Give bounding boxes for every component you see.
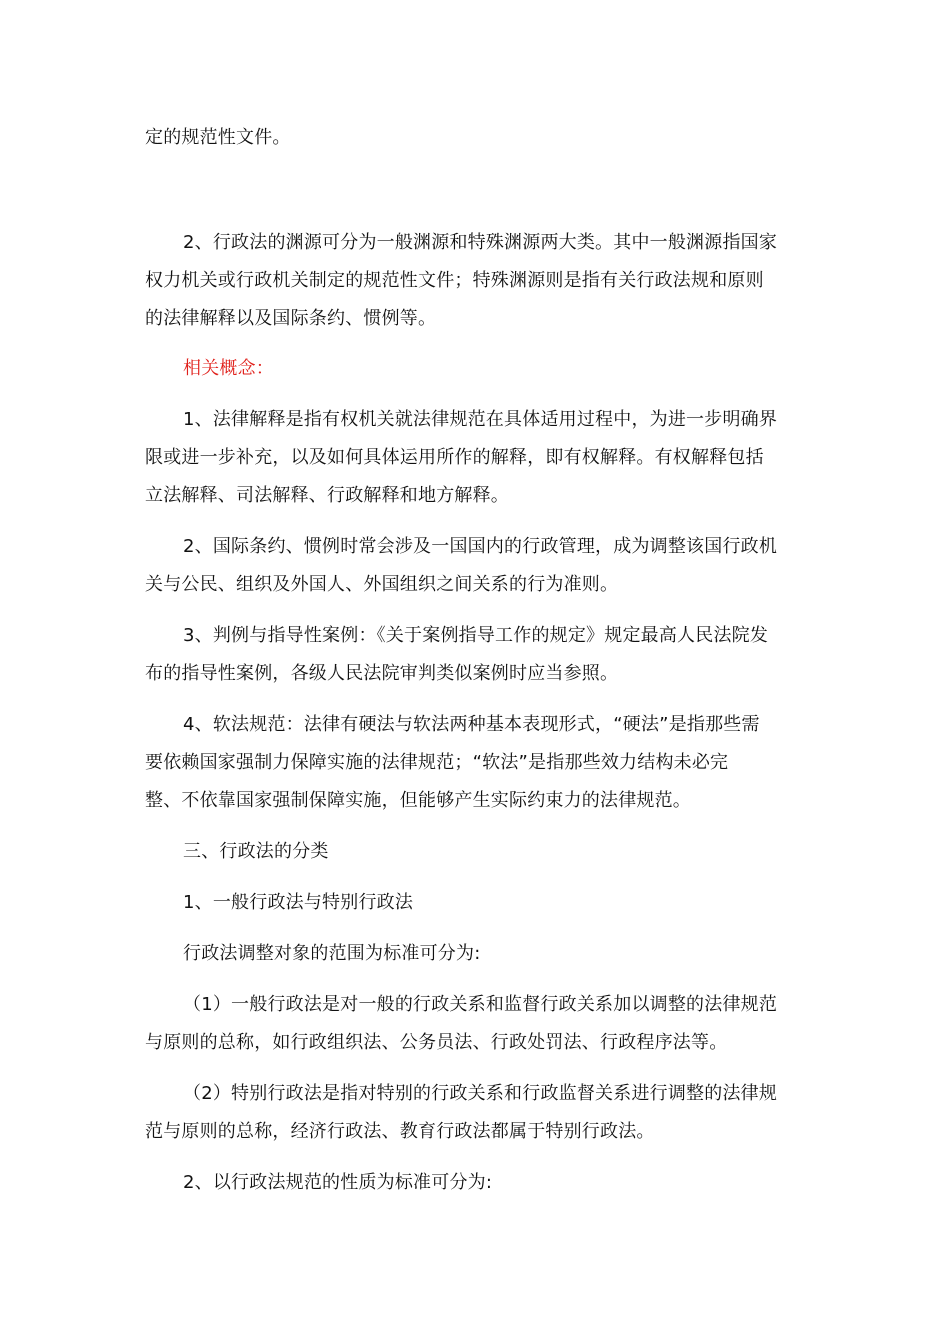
paragraph-soft-law-line-3: 整、不依靠国家强制保障实施，但能够产生实际约束力的法律规范。: [145, 790, 691, 811]
paragraph-special-law-line-1: （2）特别行政法是指对特别的行政关系和行政监督关系进行调整的法律规: [183, 1083, 778, 1104]
paragraph-sources-line-1: 2、行政法的渊源可分为一般渊源和特殊渊源两大类。其中一般渊源指国家: [183, 232, 778, 253]
paragraph-legal-interpretation-line-3: 立法解释、司法解释、行政解释和地方解释。: [145, 485, 509, 506]
paragraph-legal-interpretation-line-1: 1、法律解释是指有权机关就法律规范在具体适用过程中，为进一步明确界: [183, 409, 778, 430]
paragraph-scope-intro: 行政法调整对象的范围为标准可分为:: [183, 943, 481, 964]
related-concepts-heading: 相关概念：: [183, 358, 274, 379]
paragraph-treaties-line-1: 2、国际条约、惯例时常会涉及一国国内的行政管理，成为调整该国行政机: [183, 536, 778, 557]
subheading-general-special: 1、一般行政法与特别行政法: [183, 892, 414, 913]
paragraph-continuation: 定的规范性文件。: [145, 127, 291, 148]
paragraph-treaties-line-2: 关与公民、组织及外国人、外国组织之间关系的行为准则。: [145, 574, 619, 595]
paragraph-general-law-line-2: 与原则的总称，如行政组织法、公务员法、行政处罚法、行政程序法等。: [145, 1032, 728, 1053]
paragraph-sources-line-2: 权力机关或行政机关制定的规范性文件；特殊渊源则是指有关行政法规和原则: [145, 270, 764, 291]
paragraph-general-law-line-1: （1）一般行政法是对一般的行政关系和监督行政关系加以调整的法律规范: [183, 994, 778, 1015]
section-heading-classification: 三、行政法的分类: [183, 841, 329, 862]
paragraph-legal-interpretation-line-2: 限或进一步补充，以及如何具体运用所作的解释，即有权解释。有权解释包括: [145, 447, 764, 468]
paragraph-cases-line-1: 3、判例与指导性案例：《关于案例指导工作的规定》规定最高人民法院发: [183, 625, 769, 646]
paragraph-cases-line-2: 布的指导性案例，各级人民法院审判类似案例时应当参照。: [145, 663, 619, 684]
paragraph-sources-line-3: 的法律解释以及国际条约、惯例等。: [145, 308, 437, 329]
paragraph-special-law-line-2: 范与原则的总称，经济行政法、教育行政法都属于特别行政法。: [145, 1121, 655, 1142]
paragraph-soft-law-line-2: 要依赖国家强制力保障实施的法律规范；“软法”是指那些效力结构未必完: [145, 752, 729, 773]
paragraph-soft-law-line-1: 4、软法规范：法律有硬法与软法两种基本表现形式，“硬法”是指那些需: [183, 714, 760, 735]
subheading-by-nature: 2、以行政法规范的性质为标准可分为:: [183, 1172, 493, 1193]
